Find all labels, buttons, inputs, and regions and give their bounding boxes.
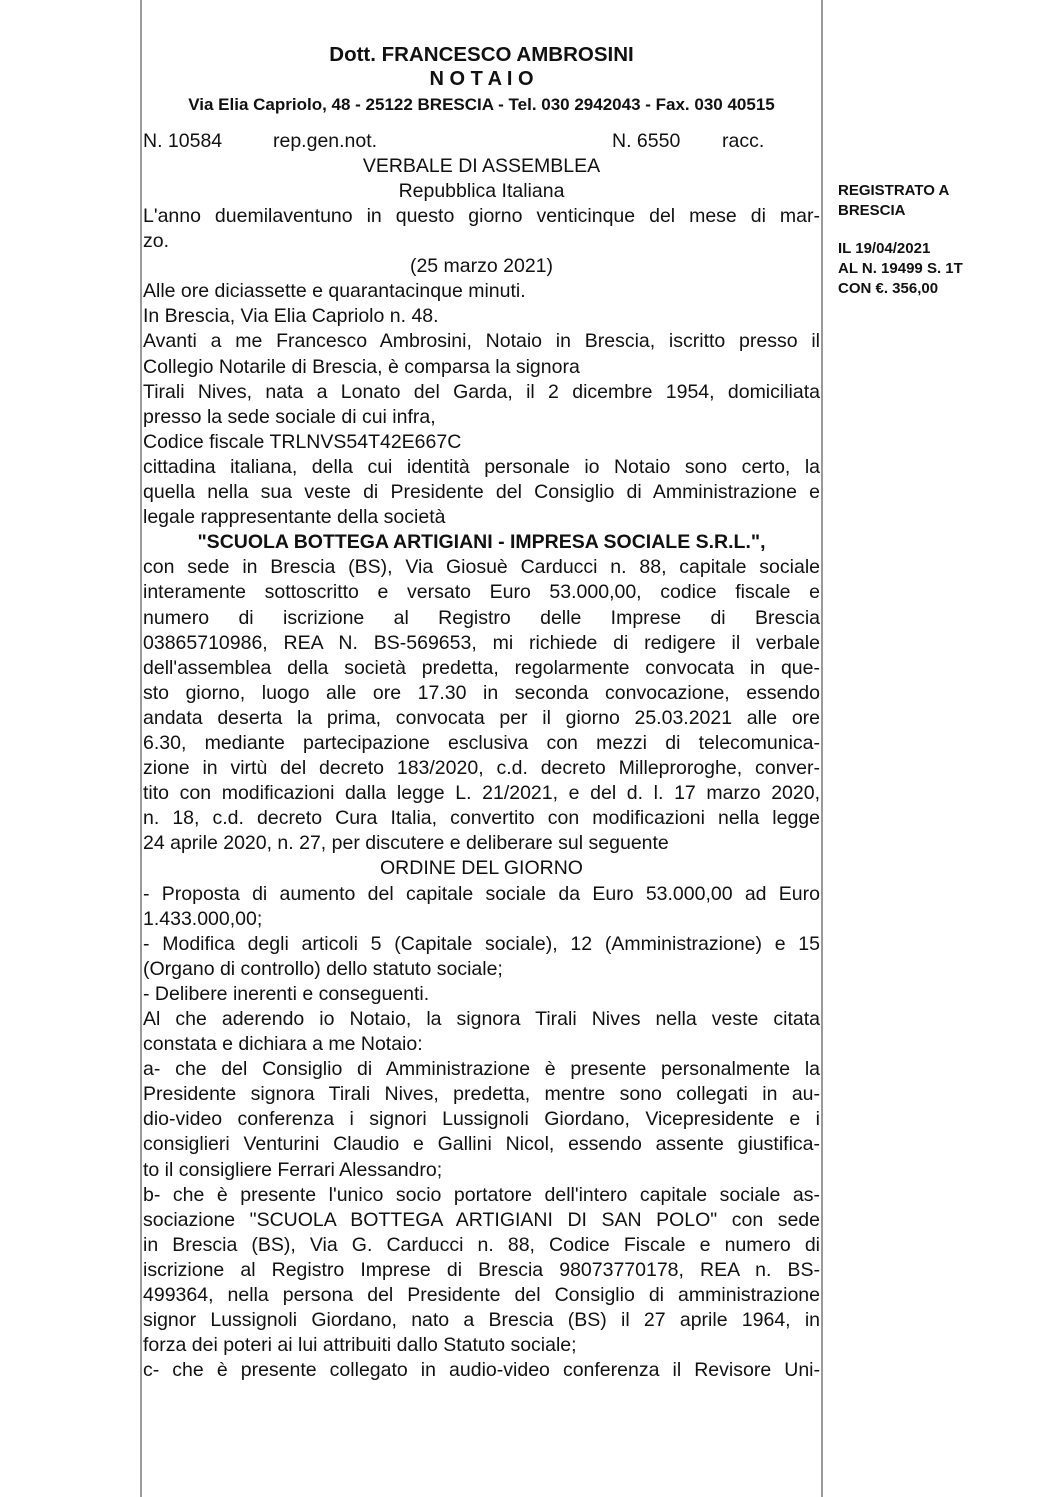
- document-line: iscrizione al Registro Imprese di Brescia 98073770178, REA n. BS-: [143, 1258, 820, 1281]
- document-line: legale rappresentante della società: [143, 506, 446, 529]
- document-line: 1.433.000,00;: [143, 907, 263, 930]
- document-line: Alle ore diciassette e quarantacinque minuti.: [143, 280, 526, 303]
- raccolta-number: N. 6550: [612, 130, 681, 152]
- document-line: interamente sottoscritto e versato Euro 53.000,00, codice fiscale e: [143, 581, 820, 604]
- document-body: [143, 204, 820, 1383]
- document-line: - Delibere inerenti e conseguenti.: [143, 982, 430, 1005]
- repertory-label: rep.gen.not.: [273, 130, 378, 152]
- notary-address: Via Elia Capriolo, 48 - 25122 BRESCIA - Tel. 030 2942043 - Fax. 030 40515: [188, 95, 775, 114]
- document-line: n. 18, c.d. decreto Cura Italia, convertito con modificazioni nella legge: [143, 807, 820, 830]
- document-line: c- che è presente collegato in audio-video conferenza il Revisore Uni-: [143, 1359, 820, 1382]
- document-line: 6.30, mediante partecipazione esclusiva con mezzi di telecomunica-: [143, 731, 820, 754]
- document-line: signor Lussignoli Giordano, nato a Brescia (BS) il 27 aprile 1964, in: [143, 1309, 820, 1332]
- document-title: VERBALE DI ASSEMBLEA: [362, 155, 601, 177]
- repertory-number: N. 10584: [143, 130, 223, 152]
- document-line: to il consigliere Ferrari Alessandro;: [143, 1158, 443, 1181]
- registration-number: AL N. 19499 S. 1T: [838, 260, 963, 277]
- document-line: quella nella sua veste di Presidente del Consiglio di Amministrazione e: [143, 481, 820, 504]
- registration-place-line1: REGISTRATO A: [838, 182, 950, 199]
- letterhead: [143, 42, 820, 117]
- repertory-line: [143, 129, 820, 154]
- document-line: dell'assemblea della società predetta, regolarmente convocata in que-: [143, 656, 820, 679]
- document-subtitle: Repubblica Italiana: [398, 180, 565, 202]
- document-line: 24 aprile 2020, n. 27, per discutere e deliberare sul seguente: [143, 832, 669, 855]
- right-margin-rule: [821, 0, 823, 1497]
- notary-title: N O T A I O: [429, 68, 534, 90]
- registration-amount: CON €. 356,00: [838, 280, 939, 297]
- document-line: (Organo di controllo) dello statuto sociale;: [143, 957, 503, 980]
- document-line: Al che aderendo io Notaio, la signora Tirali Nives nella veste citata: [143, 1008, 820, 1030]
- document-line: con sede in Brescia (BS), Via Giosuè Carducci n. 88, capitale sociale: [143, 556, 820, 579]
- document-line: - Proposta di aumento del capitale sociale da Euro 53.000,00 ad Euro: [143, 882, 820, 905]
- document-line: cittadina italiana, della cui identità personale io Notaio sono certo, la: [143, 455, 820, 478]
- document-line: tito con modificazioni dalla legge L. 21/2021, e del d. l. 17 marzo 2020,: [143, 782, 820, 805]
- document-line: ORDINE DEL GIORNO: [380, 857, 583, 880]
- document-line: Codice fiscale TRLNVS54T42E667C: [143, 430, 462, 453]
- registration-place-line2: BRESCIA: [838, 202, 906, 219]
- document-line: sociazione "SCUOLA BOTTEGA ARTIGIANI DI SAN POLO" con sede: [143, 1208, 820, 1231]
- document-line: Avanti a me Francesco Ambrosini, Notaio in Brescia, iscritto presso il: [143, 330, 820, 353]
- registration-date: IL 19/04/2021: [838, 240, 931, 257]
- left-margin-rule: [140, 0, 142, 1497]
- document-line: in Brescia (BS), Via G. Carducci n. 88, Codice Fiscale e numero di: [143, 1233, 820, 1256]
- document-line: sto giorno, luogo alle ore 17.30 in seconda convocazione, essendo: [143, 681, 820, 704]
- document-line: "SCUOLA BOTTEGA ARTIGIANI - IMPRESA SOCIALE S.R.L.",: [197, 531, 766, 554]
- document-line: zione in virtù del decreto 183/2020, c.d. decreto Milleproroghe, conver-: [143, 757, 820, 780]
- document-line: presso la sede sociale di cui infra,: [143, 405, 436, 428]
- document-line: In Brescia, Via Elia Capriolo n. 48.: [143, 305, 439, 328]
- document-line: forza dei poteri ai lui attribuiti dallo Statuto sociale;: [143, 1334, 577, 1357]
- document-line: Presidente signora Tirali Nives, predetta, mentre sono collegati in au-: [143, 1083, 820, 1106]
- document-line: numero di iscrizione al Registro delle Imprese di Brescia: [143, 606, 820, 629]
- document-line: b- che è presente l'unico socio portatore dell'intero capitale sociale as-: [143, 1183, 820, 1206]
- document-line: andata deserta la prima, convocata per il giorno 25.03.2021 alle ore: [143, 706, 820, 729]
- document-line: 03865710986, REA N. BS-569653, mi richiede di redigere il verbale: [143, 631, 820, 654]
- document-line: dio-video conferenza i signori Lussignoli Giordano, Vicepresidente e i: [143, 1108, 820, 1131]
- notary-name: Dott. FRANCESCO AMBROSINI: [329, 43, 634, 66]
- document-line: Collegio Notarile di Brescia, è comparsa la signora: [143, 355, 580, 378]
- registration-stamp: [838, 181, 1038, 299]
- document-line: 499364, nella persona del Presidente del Consiglio di amministrazione: [143, 1284, 820, 1307]
- document-line: (25 marzo 2021): [409, 255, 554, 278]
- document-line: consiglieri Venturini Claudio e Gallini Nicol, essendo assente giustifica-: [143, 1133, 820, 1156]
- document-line: constata e dichiara a me Notaio:: [143, 1033, 423, 1056]
- document-line: a- che del Consiglio di Amministrazione è presente personalmente la: [143, 1058, 820, 1081]
- registration-gap: [838, 221, 1038, 239]
- document-line: Tirali Nives, nata a Lonato del Garda, il 2 dicembre 1954, domiciliata: [143, 380, 820, 403]
- raccolta-label: racc.: [722, 130, 765, 152]
- document-line: L'anno duemilaventuno in questo giorno venticinque del mese di mar-: [143, 205, 820, 227]
- document-line: zo.: [143, 230, 170, 253]
- document-line: - Modifica degli articoli 5 (Capitale sociale), 12 (Amministrazione) e 15: [143, 932, 820, 955]
